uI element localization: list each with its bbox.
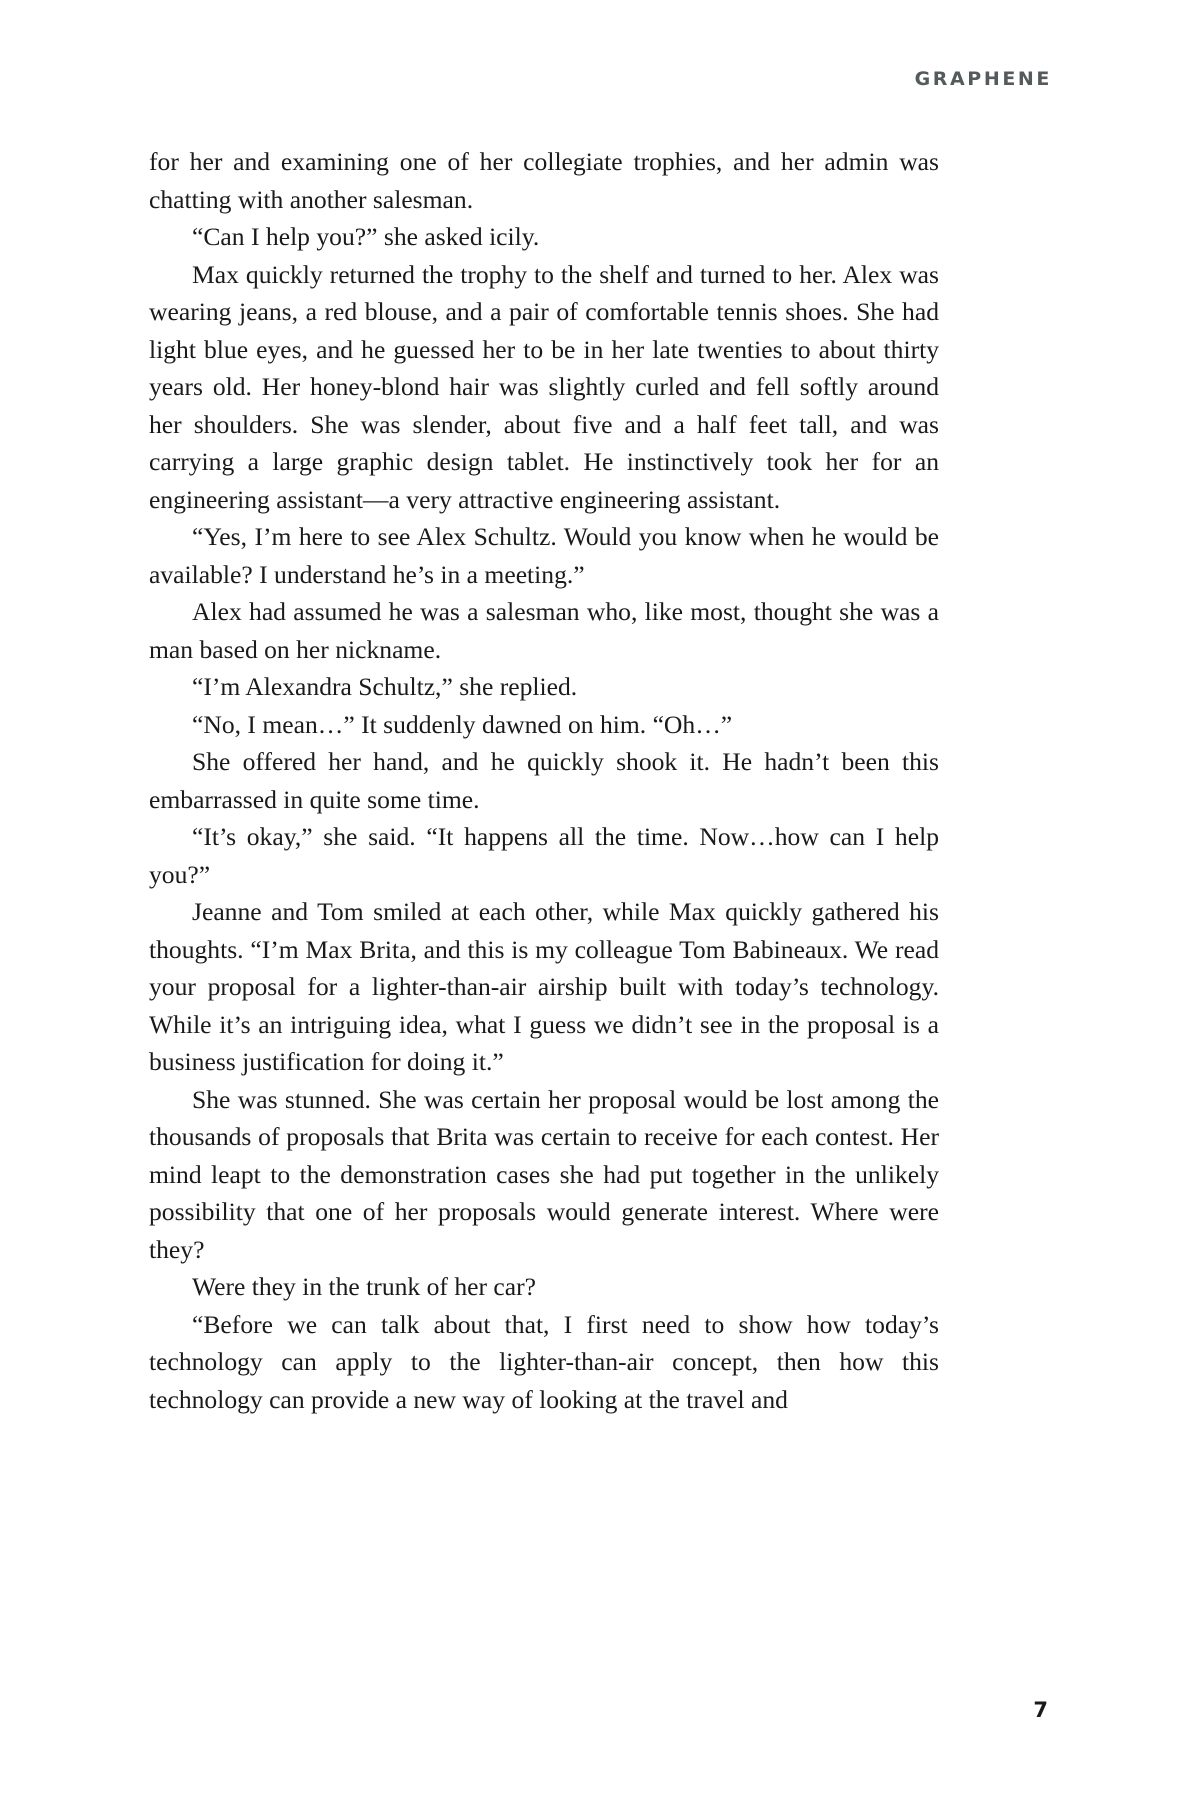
running-head: GRAPHENE — [914, 68, 1052, 90]
paragraph: Were they in the trunk of her car? — [192, 1272, 537, 1301]
paragraph: “It’s okay,” she said. “It happens all the time. Now…how can I help you?” — [149, 822, 939, 889]
paragraph: “Can I help you?” she asked icily. — [192, 222, 540, 251]
paragraph: Alex had assumed he was a salesman who, like most, thought she was a man based on her nickname. — [149, 597, 939, 664]
paragraph: She offered her hand, and he quickly shook it. He hadn’t been this embarrassed in quite some time. — [149, 747, 939, 814]
page-number: 7 — [1033, 1698, 1048, 1722]
paragraph: “Yes, I’m here to see Alex Schultz. Would you know when he would be available? I understand he’s in a meeting.” — [149, 522, 939, 589]
paragraph: “No, I mean…” It suddenly dawned on him. “Oh…” — [192, 709, 733, 739]
paragraph: “Before we can talk about that, I first need to show how today’s technology can apply to the lighter-than-air concept, then how this technology can provide a new way of looking at the travel and — [149, 1309, 939, 1414]
paragraph: Jeanne and Tom smiled at each other, while Max quickly gathered his thoughts. “I’m Max Brita, and this is my colleague Tom Babineaux. We read your proposal for a lighter-than-air airship built with today’s technology. While it’s an intriguing idea, what I guess we didn’t see in the proposal is a business justification for doing it.” — [149, 897, 939, 1076]
body-text-column — [149, 143, 939, 1418]
paragraph: “I’m Alexandra Schultz,” she replied. — [192, 672, 578, 701]
paragraph: Max quickly returned the trophy to the shelf and turned to her. Alex was wearing jeans, a red blouse, and a pair of comfortable tennis shoes. She had light blue eyes, and he guessed her to be in her late twenties to about thirty years old. Her honey-blond hair was slightly curled and fell softly around her shoulders. She was slender, about five and a half feet tall, and was carrying a large graphic design tablet. He instinctively took her for an engineering assistant—a very attractive engineering assistant. — [149, 259, 939, 514]
paragraph: for her and examining one of her collegiate trophies, and her admin was chatting with another salesman. — [149, 147, 939, 214]
paragraph: She was stunned. She was certain her proposal would be lost among the thousands of proposals that Brita was certain to receive for each contest. Her mind leapt to the demonstration cases she had put together in the unlikely possibility that one of her proposals would generate interest. Where were they? — [149, 1084, 939, 1264]
